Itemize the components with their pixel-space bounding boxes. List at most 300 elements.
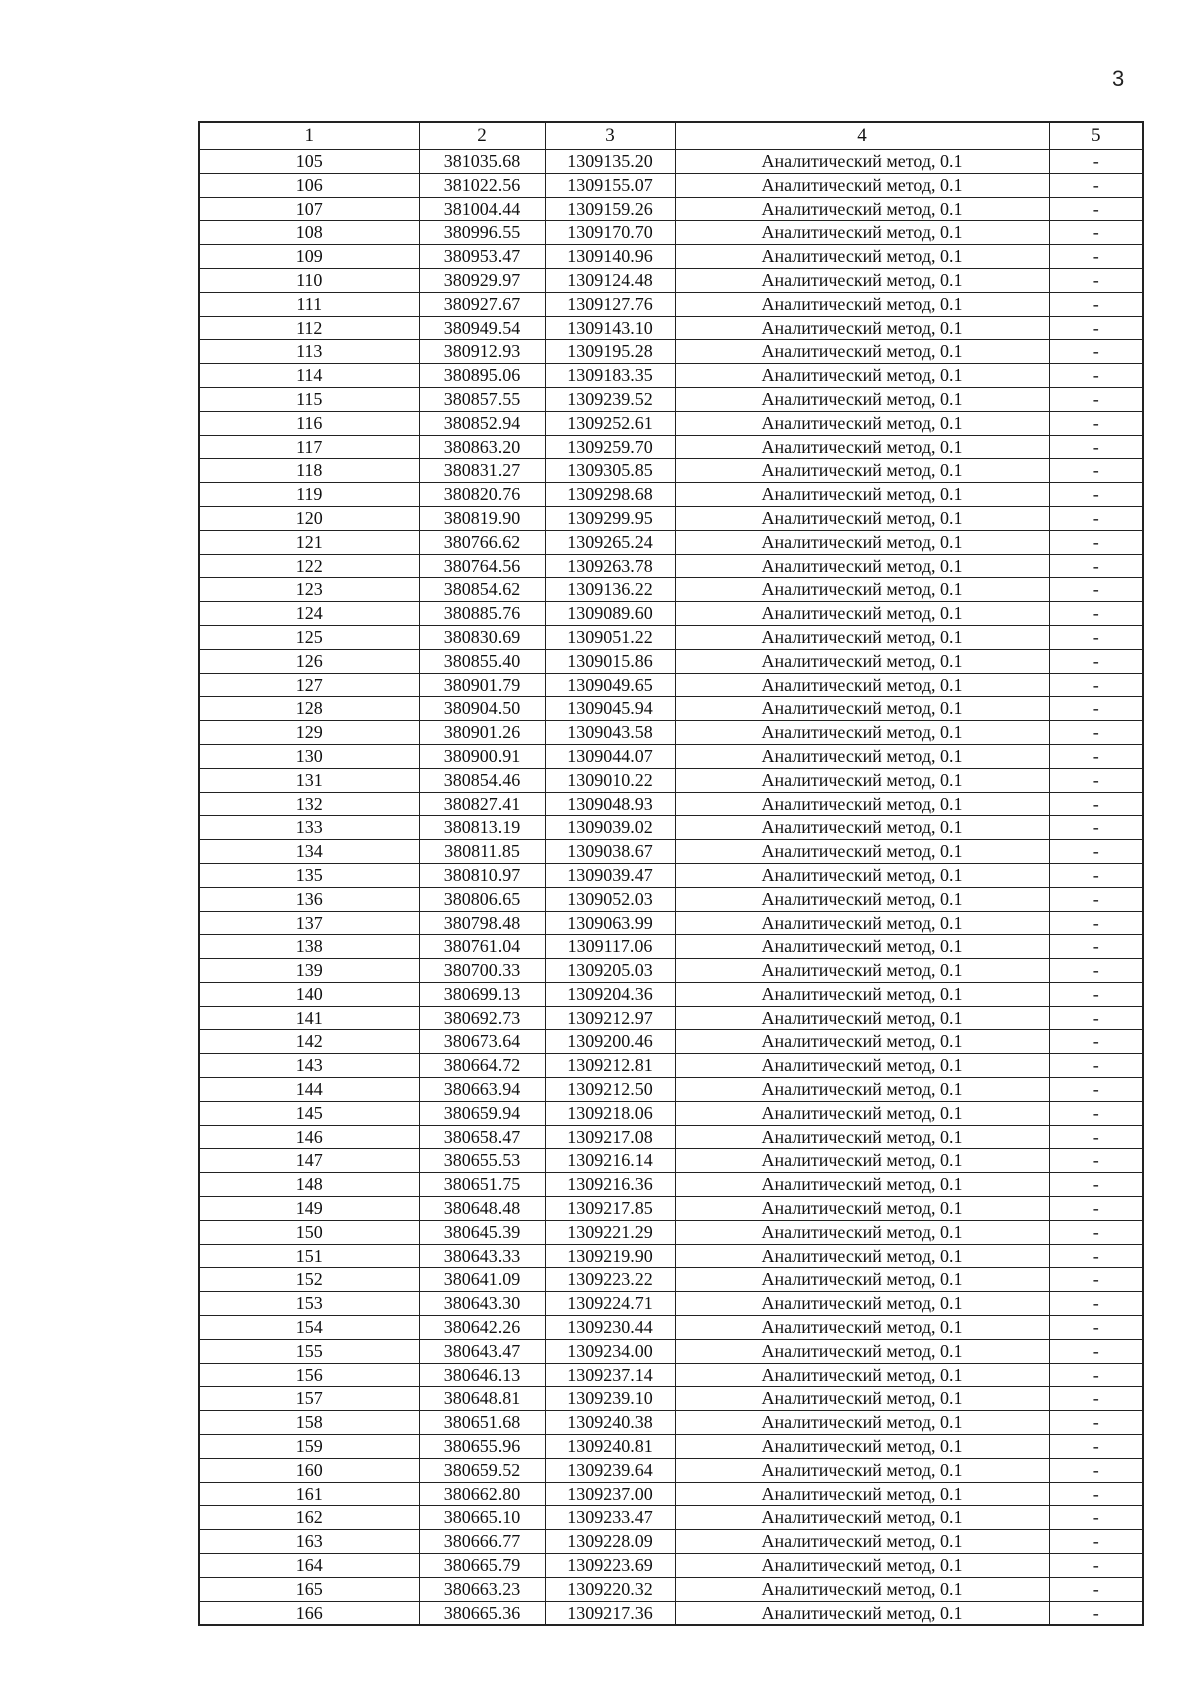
x-coordinate-cell: 380662.80 <box>419 1482 545 1506</box>
point-number-cell: 107 <box>199 197 419 221</box>
method-cell: Аналитический метод, 0.1 <box>675 1554 1049 1578</box>
x-coordinate-cell: 380648.48 <box>419 1197 545 1221</box>
y-coordinate-cell: 1309140.96 <box>545 245 675 269</box>
method-cell: Аналитический метод, 0.1 <box>675 1435 1049 1459</box>
table-row <box>199 602 1143 626</box>
method-cell: Аналитический метод, 0.1 <box>675 1030 1049 1054</box>
note-cell: - <box>1049 792 1143 816</box>
x-coordinate-cell: 381004.44 <box>419 197 545 221</box>
note-cell: - <box>1049 1006 1143 1030</box>
point-number-cell: 123 <box>199 578 419 602</box>
y-coordinate-cell: 1309010.22 <box>545 768 675 792</box>
note-cell: - <box>1049 197 1143 221</box>
y-coordinate-cell: 1309233.47 <box>545 1506 675 1530</box>
x-coordinate-cell: 380857.55 <box>419 387 545 411</box>
x-coordinate-cell: 380901.79 <box>419 673 545 697</box>
point-number-cell: 166 <box>199 1601 419 1625</box>
point-number-cell: 122 <box>199 554 419 578</box>
x-coordinate-cell: 380655.53 <box>419 1149 545 1173</box>
method-cell: Аналитический метод, 0.1 <box>675 459 1049 483</box>
y-coordinate-cell: 1309217.85 <box>545 1197 675 1221</box>
point-number-cell: 135 <box>199 863 419 887</box>
table-row <box>199 340 1143 364</box>
y-coordinate-cell: 1309305.85 <box>545 459 675 483</box>
method-cell: Аналитический метод, 0.1 <box>675 245 1049 269</box>
table-row <box>199 959 1143 983</box>
method-cell: Аналитический метод, 0.1 <box>675 1363 1049 1387</box>
x-coordinate-cell: 380912.93 <box>419 340 545 364</box>
table-row <box>199 221 1143 245</box>
x-coordinate-cell: 380953.47 <box>419 245 545 269</box>
note-cell: - <box>1049 935 1143 959</box>
table-row <box>199 1197 1143 1221</box>
y-coordinate-cell: 1309155.07 <box>545 173 675 197</box>
x-coordinate-cell: 380641.09 <box>419 1268 545 1292</box>
y-coordinate-cell: 1309124.48 <box>545 268 675 292</box>
y-coordinate-cell: 1309063.99 <box>545 911 675 935</box>
table-row <box>199 1339 1143 1363</box>
x-coordinate-cell: 380852.94 <box>419 411 545 435</box>
table-row <box>199 364 1143 388</box>
point-number-cell: 151 <box>199 1244 419 1268</box>
table-row <box>199 816 1143 840</box>
note-cell: - <box>1049 435 1143 459</box>
x-coordinate-cell: 381022.56 <box>419 173 545 197</box>
point-number-cell: 124 <box>199 602 419 626</box>
y-coordinate-cell: 1309228.09 <box>545 1530 675 1554</box>
table-header <box>199 122 1143 150</box>
table-row <box>199 1006 1143 1030</box>
y-coordinate-cell: 1309170.70 <box>545 221 675 245</box>
method-cell: Аналитический метод, 0.1 <box>675 1125 1049 1149</box>
point-number-cell: 127 <box>199 673 419 697</box>
method-cell: Аналитический метод, 0.1 <box>675 935 1049 959</box>
table-row <box>199 982 1143 1006</box>
method-cell: Аналитический метод, 0.1 <box>675 387 1049 411</box>
table-row <box>199 1506 1143 1530</box>
table-row <box>199 697 1143 721</box>
x-coordinate-cell: 380659.94 <box>419 1101 545 1125</box>
method-cell: Аналитический метод, 0.1 <box>675 625 1049 649</box>
x-coordinate-cell: 380895.06 <box>419 364 545 388</box>
x-coordinate-cell: 380665.79 <box>419 1554 545 1578</box>
note-cell: - <box>1049 1054 1143 1078</box>
y-coordinate-cell: 1309044.07 <box>545 744 675 768</box>
note-cell: - <box>1049 1197 1143 1221</box>
table-row <box>199 173 1143 197</box>
note-cell: - <box>1049 1316 1143 1340</box>
y-coordinate-cell: 1309220.32 <box>545 1577 675 1601</box>
note-cell: - <box>1049 1220 1143 1244</box>
note-cell: - <box>1049 411 1143 435</box>
point-number-cell: 143 <box>199 1054 419 1078</box>
table-row <box>199 744 1143 768</box>
point-number-cell: 165 <box>199 1577 419 1601</box>
x-coordinate-cell: 380665.36 <box>419 1601 545 1625</box>
x-coordinate-cell: 380900.91 <box>419 744 545 768</box>
x-coordinate-cell: 380904.50 <box>419 697 545 721</box>
note-cell: - <box>1049 1339 1143 1363</box>
x-coordinate-cell: 380651.75 <box>419 1173 545 1197</box>
x-coordinate-cell: 380643.47 <box>419 1339 545 1363</box>
y-coordinate-cell: 1309259.70 <box>545 435 675 459</box>
point-number-cell: 148 <box>199 1173 419 1197</box>
table-row <box>199 1387 1143 1411</box>
point-number-cell: 131 <box>199 768 419 792</box>
method-cell: Аналитический метод, 0.1 <box>675 578 1049 602</box>
point-number-cell: 164 <box>199 1554 419 1578</box>
point-number-cell: 106 <box>199 173 419 197</box>
method-cell: Аналитический метод, 0.1 <box>675 173 1049 197</box>
point-number-cell: 110 <box>199 268 419 292</box>
table-row <box>199 554 1143 578</box>
table-row <box>199 245 1143 269</box>
method-cell: Аналитический метод, 0.1 <box>675 1149 1049 1173</box>
table-row <box>199 1054 1143 1078</box>
table-row <box>199 292 1143 316</box>
note-cell: - <box>1049 697 1143 721</box>
y-coordinate-cell: 1309195.28 <box>545 340 675 364</box>
x-coordinate-cell: 380664.72 <box>419 1054 545 1078</box>
y-coordinate-cell: 1309298.68 <box>545 483 675 507</box>
page-number: 3 <box>1112 66 1125 91</box>
x-coordinate-cell: 380699.13 <box>419 982 545 1006</box>
method-cell: Аналитический метод, 0.1 <box>675 816 1049 840</box>
point-number-cell: 145 <box>199 1101 419 1125</box>
y-coordinate-cell: 1309135.20 <box>545 150 675 174</box>
method-cell: Аналитический метод, 0.1 <box>675 1244 1049 1268</box>
header-col-4: 4 <box>675 122 1049 150</box>
method-cell: Аналитический метод, 0.1 <box>675 1601 1049 1625</box>
method-cell: Аналитический метод, 0.1 <box>675 911 1049 935</box>
table-row <box>199 1458 1143 1482</box>
table-row <box>199 911 1143 935</box>
x-coordinate-cell: 380863.20 <box>419 435 545 459</box>
note-cell: - <box>1049 673 1143 697</box>
x-coordinate-cell: 380830.69 <box>419 625 545 649</box>
table-row <box>199 1482 1143 1506</box>
y-coordinate-cell: 1309043.58 <box>545 721 675 745</box>
point-number-cell: 120 <box>199 506 419 530</box>
method-cell: Аналитический метод, 0.1 <box>675 792 1049 816</box>
point-number-cell: 161 <box>199 1482 419 1506</box>
note-cell: - <box>1049 744 1143 768</box>
y-coordinate-cell: 1309212.81 <box>545 1054 675 1078</box>
y-coordinate-cell: 1309217.36 <box>545 1601 675 1625</box>
method-cell: Аналитический метод, 0.1 <box>675 292 1049 316</box>
note-cell: - <box>1049 150 1143 174</box>
x-coordinate-cell: 380819.90 <box>419 506 545 530</box>
x-coordinate-cell: 380854.62 <box>419 578 545 602</box>
x-coordinate-cell: 380666.77 <box>419 1530 545 1554</box>
method-cell: Аналитический метод, 0.1 <box>675 1506 1049 1530</box>
method-cell: Аналитический метод, 0.1 <box>675 1292 1049 1316</box>
method-cell: Аналитический метод, 0.1 <box>675 1530 1049 1554</box>
note-cell: - <box>1049 1601 1143 1625</box>
x-coordinate-cell: 380798.48 <box>419 911 545 935</box>
method-cell: Аналитический метод, 0.1 <box>675 1577 1049 1601</box>
x-coordinate-cell: 380658.47 <box>419 1125 545 1149</box>
table-row <box>199 840 1143 864</box>
x-coordinate-cell: 380855.40 <box>419 649 545 673</box>
x-coordinate-cell: 380929.97 <box>419 268 545 292</box>
y-coordinate-cell: 1309159.26 <box>545 197 675 221</box>
method-cell: Аналитический метод, 0.1 <box>675 1197 1049 1221</box>
table-row <box>199 1173 1143 1197</box>
table-row <box>199 1101 1143 1125</box>
table-row <box>199 673 1143 697</box>
y-coordinate-cell: 1309239.10 <box>545 1387 675 1411</box>
y-coordinate-cell: 1309216.14 <box>545 1149 675 1173</box>
point-number-cell: 153 <box>199 1292 419 1316</box>
note-cell: - <box>1049 387 1143 411</box>
y-coordinate-cell: 1309045.94 <box>545 697 675 721</box>
point-number-cell: 132 <box>199 792 419 816</box>
point-number-cell: 118 <box>199 459 419 483</box>
y-coordinate-cell: 1309239.52 <box>545 387 675 411</box>
x-coordinate-cell: 380806.65 <box>419 887 545 911</box>
x-coordinate-cell: 380949.54 <box>419 316 545 340</box>
note-cell: - <box>1049 982 1143 1006</box>
note-cell: - <box>1049 221 1143 245</box>
y-coordinate-cell: 1309240.38 <box>545 1411 675 1435</box>
point-number-cell: 140 <box>199 982 419 1006</box>
y-coordinate-cell: 1309200.46 <box>545 1030 675 1054</box>
header-row <box>199 122 1143 150</box>
point-number-cell: 116 <box>199 411 419 435</box>
point-number-cell: 146 <box>199 1125 419 1149</box>
point-number-cell: 147 <box>199 1149 419 1173</box>
x-coordinate-cell: 381035.68 <box>419 150 545 174</box>
point-number-cell: 113 <box>199 340 419 364</box>
y-coordinate-cell: 1309230.44 <box>545 1316 675 1340</box>
method-cell: Аналитический метод, 0.1 <box>675 1101 1049 1125</box>
point-number-cell: 114 <box>199 364 419 388</box>
y-coordinate-cell: 1309221.29 <box>545 1220 675 1244</box>
note-cell: - <box>1049 554 1143 578</box>
note-cell: - <box>1049 1101 1143 1125</box>
x-coordinate-cell: 380663.94 <box>419 1078 545 1102</box>
point-number-cell: 134 <box>199 840 419 864</box>
note-cell: - <box>1049 1292 1143 1316</box>
table-row <box>199 1244 1143 1268</box>
note-cell: - <box>1049 1149 1143 1173</box>
note-cell: - <box>1049 649 1143 673</box>
table-row <box>199 792 1143 816</box>
note-cell: - <box>1049 1244 1143 1268</box>
x-coordinate-cell: 380761.04 <box>419 935 545 959</box>
table-row <box>199 768 1143 792</box>
note-cell: - <box>1049 1482 1143 1506</box>
y-coordinate-cell: 1309183.35 <box>545 364 675 388</box>
point-number-cell: 129 <box>199 721 419 745</box>
method-cell: Аналитический метод, 0.1 <box>675 1316 1049 1340</box>
y-coordinate-cell: 1309038.67 <box>545 840 675 864</box>
x-coordinate-cell: 380648.81 <box>419 1387 545 1411</box>
point-number-cell: 115 <box>199 387 419 411</box>
point-number-cell: 133 <box>199 816 419 840</box>
method-cell: Аналитический метод, 0.1 <box>675 1054 1049 1078</box>
y-coordinate-cell: 1309143.10 <box>545 316 675 340</box>
point-number-cell: 163 <box>199 1530 419 1554</box>
note-cell: - <box>1049 530 1143 554</box>
table-row <box>199 1078 1143 1102</box>
coordinates-table <box>198 121 1144 1626</box>
method-cell: Аналитический метод, 0.1 <box>675 268 1049 292</box>
y-coordinate-cell: 1309219.90 <box>545 1244 675 1268</box>
x-coordinate-cell: 380766.62 <box>419 530 545 554</box>
table-row <box>199 887 1143 911</box>
method-cell: Аналитический метод, 0.1 <box>675 1268 1049 1292</box>
y-coordinate-cell: 1309239.64 <box>545 1458 675 1482</box>
note-cell: - <box>1049 1506 1143 1530</box>
x-coordinate-cell: 380645.39 <box>419 1220 545 1244</box>
table-row <box>199 1530 1143 1554</box>
table-row <box>199 459 1143 483</box>
table-row <box>199 1125 1143 1149</box>
x-coordinate-cell: 380700.33 <box>419 959 545 983</box>
note-cell: - <box>1049 1078 1143 1102</box>
point-number-cell: 162 <box>199 1506 419 1530</box>
method-cell: Аналитический метод, 0.1 <box>675 840 1049 864</box>
y-coordinate-cell: 1309224.71 <box>545 1292 675 1316</box>
y-coordinate-cell: 1309217.08 <box>545 1125 675 1149</box>
y-coordinate-cell: 1309089.60 <box>545 602 675 626</box>
note-cell: - <box>1049 1458 1143 1482</box>
table-row <box>199 150 1143 174</box>
y-coordinate-cell: 1309048.93 <box>545 792 675 816</box>
table-body <box>199 150 1143 1626</box>
table-row <box>199 935 1143 959</box>
x-coordinate-cell: 380810.97 <box>419 863 545 887</box>
method-cell: Аналитический метод, 0.1 <box>675 197 1049 221</box>
method-cell: Аналитический метод, 0.1 <box>675 697 1049 721</box>
method-cell: Аналитический метод, 0.1 <box>675 887 1049 911</box>
method-cell: Аналитический метод, 0.1 <box>675 959 1049 983</box>
point-number-cell: 138 <box>199 935 419 959</box>
point-number-cell: 126 <box>199 649 419 673</box>
method-cell: Аналитический метод, 0.1 <box>675 863 1049 887</box>
table-row <box>199 483 1143 507</box>
method-cell: Аналитический метод, 0.1 <box>675 483 1049 507</box>
point-number-cell: 130 <box>199 744 419 768</box>
point-number-cell: 154 <box>199 1316 419 1340</box>
x-coordinate-cell: 380927.67 <box>419 292 545 316</box>
method-cell: Аналитический метод, 0.1 <box>675 506 1049 530</box>
point-number-cell: 139 <box>199 959 419 983</box>
method-cell: Аналитический метод, 0.1 <box>675 530 1049 554</box>
y-coordinate-cell: 1309299.95 <box>545 506 675 530</box>
y-coordinate-cell: 1309218.06 <box>545 1101 675 1125</box>
y-coordinate-cell: 1309223.69 <box>545 1554 675 1578</box>
note-cell: - <box>1049 173 1143 197</box>
header-col-5: 5 <box>1049 122 1143 150</box>
method-cell: Аналитический метод, 0.1 <box>675 602 1049 626</box>
table-row <box>199 530 1143 554</box>
note-cell: - <box>1049 816 1143 840</box>
point-number-cell: 117 <box>199 435 419 459</box>
x-coordinate-cell: 380996.55 <box>419 221 545 245</box>
note-cell: - <box>1049 364 1143 388</box>
table-row <box>199 1030 1143 1054</box>
note-cell: - <box>1049 340 1143 364</box>
method-cell: Аналитический метод, 0.1 <box>675 1173 1049 1197</box>
point-number-cell: 142 <box>199 1030 419 1054</box>
table-row <box>199 1601 1143 1625</box>
x-coordinate-cell: 380663.23 <box>419 1577 545 1601</box>
y-coordinate-cell: 1309039.47 <box>545 863 675 887</box>
point-number-cell: 160 <box>199 1458 419 1482</box>
note-cell: - <box>1049 1268 1143 1292</box>
y-coordinate-cell: 1309212.97 <box>545 1006 675 1030</box>
method-cell: Аналитический метод, 0.1 <box>675 744 1049 768</box>
x-coordinate-cell: 380655.96 <box>419 1435 545 1459</box>
table-row <box>199 1411 1143 1435</box>
y-coordinate-cell: 1309252.61 <box>545 411 675 435</box>
point-number-cell: 121 <box>199 530 419 554</box>
y-coordinate-cell: 1309127.76 <box>545 292 675 316</box>
header-col-1: 1 <box>199 122 419 150</box>
point-number-cell: 108 <box>199 221 419 245</box>
y-coordinate-cell: 1309204.36 <box>545 982 675 1006</box>
table-row <box>199 268 1143 292</box>
y-coordinate-cell: 1309039.02 <box>545 816 675 840</box>
table-row <box>199 1435 1143 1459</box>
note-cell: - <box>1049 840 1143 864</box>
point-number-cell: 152 <box>199 1268 419 1292</box>
table-row <box>199 1316 1143 1340</box>
method-cell: Аналитический метод, 0.1 <box>675 982 1049 1006</box>
y-coordinate-cell: 1309117.06 <box>545 935 675 959</box>
method-cell: Аналитический метод, 0.1 <box>675 554 1049 578</box>
note-cell: - <box>1049 887 1143 911</box>
point-number-cell: 128 <box>199 697 419 721</box>
note-cell: - <box>1049 1411 1143 1435</box>
note-cell: - <box>1049 863 1143 887</box>
x-coordinate-cell: 380885.76 <box>419 602 545 626</box>
note-cell: - <box>1049 1387 1143 1411</box>
method-cell: Аналитический метод, 0.1 <box>675 1339 1049 1363</box>
x-coordinate-cell: 380665.10 <box>419 1506 545 1530</box>
note-cell: - <box>1049 1435 1143 1459</box>
x-coordinate-cell: 380642.26 <box>419 1316 545 1340</box>
point-number-cell: 150 <box>199 1220 419 1244</box>
note-cell: - <box>1049 483 1143 507</box>
x-coordinate-cell: 380673.64 <box>419 1030 545 1054</box>
x-coordinate-cell: 380827.41 <box>419 792 545 816</box>
note-cell: - <box>1049 506 1143 530</box>
table-row <box>199 411 1143 435</box>
y-coordinate-cell: 1309051.22 <box>545 625 675 649</box>
table-row <box>199 197 1143 221</box>
note-cell: - <box>1049 1030 1143 1054</box>
method-cell: Аналитический метод, 0.1 <box>675 1411 1049 1435</box>
method-cell: Аналитический метод, 0.1 <box>675 150 1049 174</box>
note-cell: - <box>1049 459 1143 483</box>
table-row <box>199 1220 1143 1244</box>
y-coordinate-cell: 1309216.36 <box>545 1173 675 1197</box>
method-cell: Аналитический метод, 0.1 <box>675 221 1049 245</box>
table-row <box>199 578 1143 602</box>
x-coordinate-cell: 380764.56 <box>419 554 545 578</box>
note-cell: - <box>1049 292 1143 316</box>
method-cell: Аналитический метод, 0.1 <box>675 364 1049 388</box>
table-row <box>199 1363 1143 1387</box>
method-cell: Аналитический метод, 0.1 <box>675 411 1049 435</box>
table-row <box>199 1554 1143 1578</box>
table-row <box>199 625 1143 649</box>
note-cell: - <box>1049 1554 1143 1578</box>
